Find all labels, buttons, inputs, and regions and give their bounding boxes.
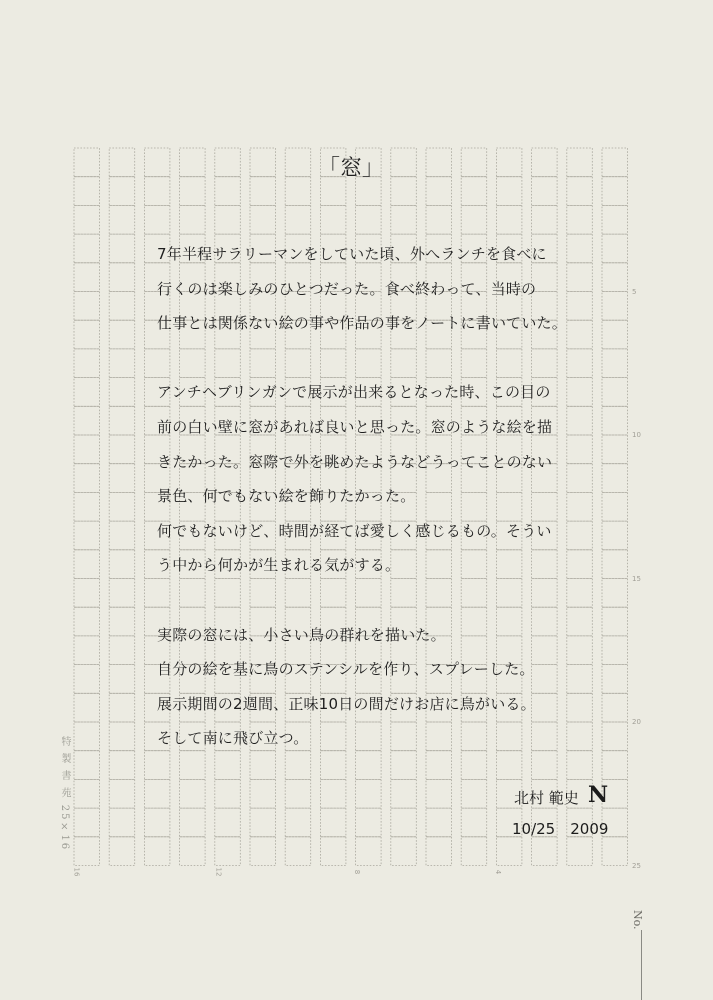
grid-cell bbox=[602, 435, 628, 464]
grid-cell bbox=[215, 205, 241, 234]
grid-cell bbox=[320, 751, 346, 780]
body-line: 行くのは楽しみのひとつだった。食べ終わって、当時の bbox=[157, 279, 537, 298]
grid-cell bbox=[532, 177, 558, 206]
grid-cell bbox=[532, 837, 558, 866]
grid-cell bbox=[144, 779, 170, 808]
grid-cell bbox=[391, 837, 417, 866]
grid-cell bbox=[144, 349, 170, 378]
row-number: 5 bbox=[632, 288, 637, 296]
grid-cell bbox=[109, 263, 135, 292]
grid-cell bbox=[109, 521, 135, 550]
grid-cell bbox=[602, 320, 628, 349]
grid-cell bbox=[250, 205, 276, 234]
grid-cell bbox=[532, 665, 558, 694]
grid-cell bbox=[250, 837, 276, 866]
grid-cell bbox=[356, 349, 382, 378]
column-number: 4 bbox=[494, 869, 503, 875]
grid-cell bbox=[426, 148, 452, 177]
grid-cell bbox=[109, 320, 135, 349]
grid-cell bbox=[180, 349, 206, 378]
grid-cell bbox=[250, 148, 276, 177]
grid-cell bbox=[285, 205, 311, 234]
grid-cell bbox=[285, 349, 311, 378]
grid-cell bbox=[496, 177, 522, 206]
grid-cell bbox=[391, 148, 417, 177]
grid-cell bbox=[602, 378, 628, 407]
grid-cell bbox=[391, 579, 417, 608]
grid-cell bbox=[532, 722, 558, 751]
grid-cell bbox=[461, 177, 487, 206]
grid-cell bbox=[109, 751, 135, 780]
grid-cell bbox=[74, 808, 100, 837]
grid-cell bbox=[144, 205, 170, 234]
grid-cell bbox=[250, 779, 276, 808]
grid-cell bbox=[356, 205, 382, 234]
essay-title: 「窓」 bbox=[318, 156, 385, 181]
grid-cell bbox=[180, 751, 206, 780]
grid-cell bbox=[602, 292, 628, 321]
grid-cell bbox=[180, 177, 206, 206]
grid-cell bbox=[602, 263, 628, 292]
grid-cell bbox=[496, 349, 522, 378]
grid-cell bbox=[532, 607, 558, 636]
grid-cell bbox=[250, 579, 276, 608]
grid-cell bbox=[602, 837, 628, 866]
grid-cell bbox=[496, 205, 522, 234]
grid-cell bbox=[391, 808, 417, 837]
grid-cell bbox=[285, 751, 311, 780]
grid-cell bbox=[602, 177, 628, 206]
paper-brand-label: 特 製 書 苑 25×16 bbox=[59, 736, 70, 852]
grid-cell bbox=[391, 751, 417, 780]
grid-cell bbox=[320, 779, 346, 808]
grid-cell bbox=[285, 148, 311, 177]
grid-cell bbox=[109, 722, 135, 751]
grid-cell bbox=[74, 406, 100, 435]
grid-cell bbox=[109, 378, 135, 407]
grid-cell bbox=[461, 808, 487, 837]
author-name: 北村 範史 bbox=[514, 789, 579, 807]
body-line: う中から何かが生まれる気がする。 bbox=[157, 556, 401, 575]
grid-cell bbox=[567, 837, 593, 866]
row-number: 20 bbox=[632, 718, 641, 726]
grid-cell bbox=[496, 751, 522, 780]
grid-cell bbox=[567, 320, 593, 349]
grid-cell bbox=[109, 492, 135, 521]
grid-cell bbox=[461, 751, 487, 780]
grid-cell bbox=[320, 722, 346, 751]
grid-cell bbox=[109, 234, 135, 263]
grid-cell bbox=[426, 177, 452, 206]
grid-cell bbox=[426, 492, 452, 521]
grid-cell bbox=[426, 722, 452, 751]
grid-cell bbox=[285, 808, 311, 837]
grid-cell bbox=[250, 349, 276, 378]
body-line: きたかった。窓際で外を眺めたようなどうってことのない bbox=[157, 452, 553, 471]
grid-cell bbox=[74, 234, 100, 263]
grid-cell bbox=[391, 205, 417, 234]
grid-cell bbox=[74, 837, 100, 866]
grid-cell bbox=[426, 808, 452, 837]
column-number: 8 bbox=[353, 869, 362, 875]
grid-cell bbox=[426, 579, 452, 608]
grid-cell bbox=[391, 349, 417, 378]
grid-cell bbox=[602, 464, 628, 493]
grid-cell bbox=[532, 550, 558, 579]
grid-cell bbox=[109, 636, 135, 665]
grid-cell bbox=[496, 579, 522, 608]
grid-cell bbox=[567, 751, 593, 780]
body-line: 仕事とは関係ない絵の事や作品の事をノートに書いていた。 bbox=[157, 314, 567, 333]
grid-cell bbox=[74, 492, 100, 521]
grid-cell bbox=[180, 779, 206, 808]
grid-cell bbox=[567, 435, 593, 464]
grid-cell bbox=[391, 722, 417, 751]
grid-cell bbox=[74, 751, 100, 780]
grid-cell bbox=[602, 722, 628, 751]
grid-cell bbox=[602, 234, 628, 263]
page-number-line bbox=[641, 930, 642, 1000]
grid-cell bbox=[426, 205, 452, 234]
grid-cell bbox=[74, 148, 100, 177]
grid-cell bbox=[74, 579, 100, 608]
grid-cell bbox=[532, 148, 558, 177]
grid-cell bbox=[215, 349, 241, 378]
grid-cell bbox=[180, 837, 206, 866]
grid-cell bbox=[215, 779, 241, 808]
grid-cell bbox=[567, 349, 593, 378]
grid-cell bbox=[426, 837, 452, 866]
grid-cell bbox=[602, 349, 628, 378]
grid-cell bbox=[567, 722, 593, 751]
grid-cell bbox=[426, 751, 452, 780]
grid-cell bbox=[496, 722, 522, 751]
grid-cell bbox=[74, 550, 100, 579]
grid-cell bbox=[144, 751, 170, 780]
grid-cell bbox=[602, 665, 628, 694]
grid-cell bbox=[109, 406, 135, 435]
grid-cell bbox=[285, 579, 311, 608]
grid-cell bbox=[461, 550, 487, 579]
grid-cell bbox=[602, 406, 628, 435]
grid-cell bbox=[285, 779, 311, 808]
grid-cell bbox=[144, 579, 170, 608]
grid-cell bbox=[567, 234, 593, 263]
grid-cell bbox=[496, 148, 522, 177]
grid-cell bbox=[461, 722, 487, 751]
grid-cell bbox=[602, 492, 628, 521]
grid-cell bbox=[567, 693, 593, 722]
grid-cell bbox=[320, 579, 346, 608]
grid-cell bbox=[109, 205, 135, 234]
grid-cell bbox=[461, 579, 487, 608]
grid-cell bbox=[602, 751, 628, 780]
grid-cell bbox=[602, 579, 628, 608]
grid-cell bbox=[567, 492, 593, 521]
row-number: 10 bbox=[632, 431, 641, 439]
grid-cell bbox=[567, 550, 593, 579]
grid-cell bbox=[109, 579, 135, 608]
grid-cell bbox=[496, 837, 522, 866]
grid-cell bbox=[567, 406, 593, 435]
grid-cell bbox=[496, 492, 522, 521]
grid-cell bbox=[109, 435, 135, 464]
column-number: 12 bbox=[214, 867, 223, 877]
grid-cell bbox=[180, 148, 206, 177]
grid-cell bbox=[74, 607, 100, 636]
grid-cell bbox=[109, 292, 135, 321]
body-line: 前の白い壁に窓があれば良いと思った。窓のような絵を描 bbox=[157, 418, 553, 436]
grid-cell bbox=[426, 779, 452, 808]
grid-cell bbox=[461, 607, 487, 636]
grid-cell bbox=[567, 148, 593, 177]
grid-cell bbox=[285, 177, 311, 206]
grid-cell bbox=[532, 751, 558, 780]
grid-cell bbox=[74, 205, 100, 234]
grid-cell bbox=[356, 722, 382, 751]
grid-cell bbox=[461, 349, 487, 378]
grid-cell bbox=[461, 492, 487, 521]
grid-cell bbox=[74, 378, 100, 407]
grid-cell bbox=[74, 349, 100, 378]
body-line: 7年半程サラリーマンをしていた頃、外へランチを食べに bbox=[157, 245, 547, 263]
grid-cell bbox=[74, 521, 100, 550]
grid-cell bbox=[356, 779, 382, 808]
grid-cell bbox=[567, 636, 593, 665]
grid-cell bbox=[215, 148, 241, 177]
grid-cell bbox=[74, 464, 100, 493]
grid-cell bbox=[602, 693, 628, 722]
grid-cell bbox=[74, 292, 100, 321]
grid-cell bbox=[285, 837, 311, 866]
grid-cell bbox=[602, 148, 628, 177]
grid-cell bbox=[74, 636, 100, 665]
grid-cell bbox=[391, 177, 417, 206]
grid-cell bbox=[461, 148, 487, 177]
body-line: 展示期間の2週間、正味10日の間だけお店に鳥がいる。 bbox=[157, 694, 536, 713]
page-number-label: No. bbox=[631, 910, 644, 930]
grid-cell bbox=[215, 751, 241, 780]
grid-cell bbox=[320, 349, 346, 378]
grid-cell bbox=[496, 607, 522, 636]
grid-cell bbox=[567, 378, 593, 407]
grid-cell bbox=[567, 177, 593, 206]
grid-cell bbox=[356, 808, 382, 837]
grid-cell bbox=[215, 837, 241, 866]
grid-cell bbox=[74, 320, 100, 349]
row-number: 15 bbox=[632, 575, 641, 583]
grid-cell bbox=[567, 665, 593, 694]
grid-cell bbox=[250, 808, 276, 837]
signature-date: 10/25 2009 bbox=[512, 820, 609, 838]
grid-cell bbox=[109, 665, 135, 694]
grid-cell bbox=[567, 579, 593, 608]
grid-cell bbox=[109, 550, 135, 579]
grid-cell bbox=[320, 205, 346, 234]
grid-cell bbox=[602, 521, 628, 550]
grid-cell bbox=[215, 808, 241, 837]
grid-cell bbox=[74, 177, 100, 206]
grid-cell bbox=[109, 148, 135, 177]
grid-cell bbox=[602, 636, 628, 665]
grid-cell bbox=[356, 579, 382, 608]
grid-cell bbox=[74, 779, 100, 808]
grid-cell bbox=[180, 808, 206, 837]
grid-cell bbox=[215, 579, 241, 608]
grid-cell bbox=[109, 177, 135, 206]
grid-cell bbox=[144, 837, 170, 866]
grid-cell bbox=[356, 751, 382, 780]
grid-cell bbox=[144, 148, 170, 177]
grid-cell bbox=[567, 464, 593, 493]
grid-cell bbox=[74, 263, 100, 292]
grid-cell bbox=[109, 349, 135, 378]
grid-cell bbox=[109, 693, 135, 722]
body-line: アンチヘブリンガンで展示が出来るとなった時、この目の bbox=[157, 383, 551, 402]
grid-cell bbox=[426, 349, 452, 378]
grid-cell bbox=[215, 177, 241, 206]
grid-cell bbox=[320, 808, 346, 837]
grid-cell bbox=[532, 205, 558, 234]
grid-cell bbox=[567, 263, 593, 292]
grid-cell bbox=[74, 435, 100, 464]
body-line: 景色、何でもない絵を飾りたかった。 bbox=[157, 487, 416, 506]
grid-cell bbox=[567, 205, 593, 234]
grid-cell bbox=[567, 292, 593, 321]
grid-cell bbox=[74, 693, 100, 722]
grid-cell bbox=[250, 177, 276, 206]
grid-cell bbox=[109, 779, 135, 808]
grid-cell bbox=[496, 550, 522, 579]
grid-cell bbox=[461, 205, 487, 234]
grid-cell bbox=[250, 751, 276, 780]
body-line: 自分の絵を基に鳥のステンシルを作り、スプレーした。 bbox=[157, 660, 535, 679]
grid-cell bbox=[320, 837, 346, 866]
grid-cell bbox=[109, 464, 135, 493]
grid-cell bbox=[109, 837, 135, 866]
grid-cell bbox=[461, 779, 487, 808]
body-line: 実際の窓には、小さい鳥の群れを描いた。 bbox=[157, 625, 446, 644]
signature-mark: N bbox=[588, 782, 609, 808]
grid-cell bbox=[602, 205, 628, 234]
grid-cell bbox=[144, 808, 170, 837]
grid-cell bbox=[109, 808, 135, 837]
body-line: 何でもないけど、時間が経てば愛しく感じるもの。そうい bbox=[157, 521, 552, 540]
grid-cell bbox=[532, 636, 558, 665]
grid-cell bbox=[602, 607, 628, 636]
grid-cell bbox=[180, 579, 206, 608]
body-line: そして南に飛び立つ。 bbox=[157, 729, 309, 748]
grid-cell bbox=[144, 177, 170, 206]
row-number: 25 bbox=[632, 862, 641, 870]
column-number: 16 bbox=[72, 867, 81, 877]
grid-cell bbox=[426, 550, 452, 579]
grid-cell bbox=[74, 722, 100, 751]
grid-cell bbox=[567, 607, 593, 636]
grid-cell bbox=[567, 521, 593, 550]
grid-cell bbox=[532, 579, 558, 608]
grid-cell bbox=[532, 492, 558, 521]
grid-cell bbox=[391, 779, 417, 808]
grid-cell bbox=[109, 607, 135, 636]
grid-cell bbox=[532, 349, 558, 378]
grid-cell bbox=[180, 205, 206, 234]
grid-cell bbox=[74, 665, 100, 694]
grid-cell bbox=[602, 550, 628, 579]
grid-cell bbox=[356, 837, 382, 866]
grid-cell bbox=[461, 837, 487, 866]
